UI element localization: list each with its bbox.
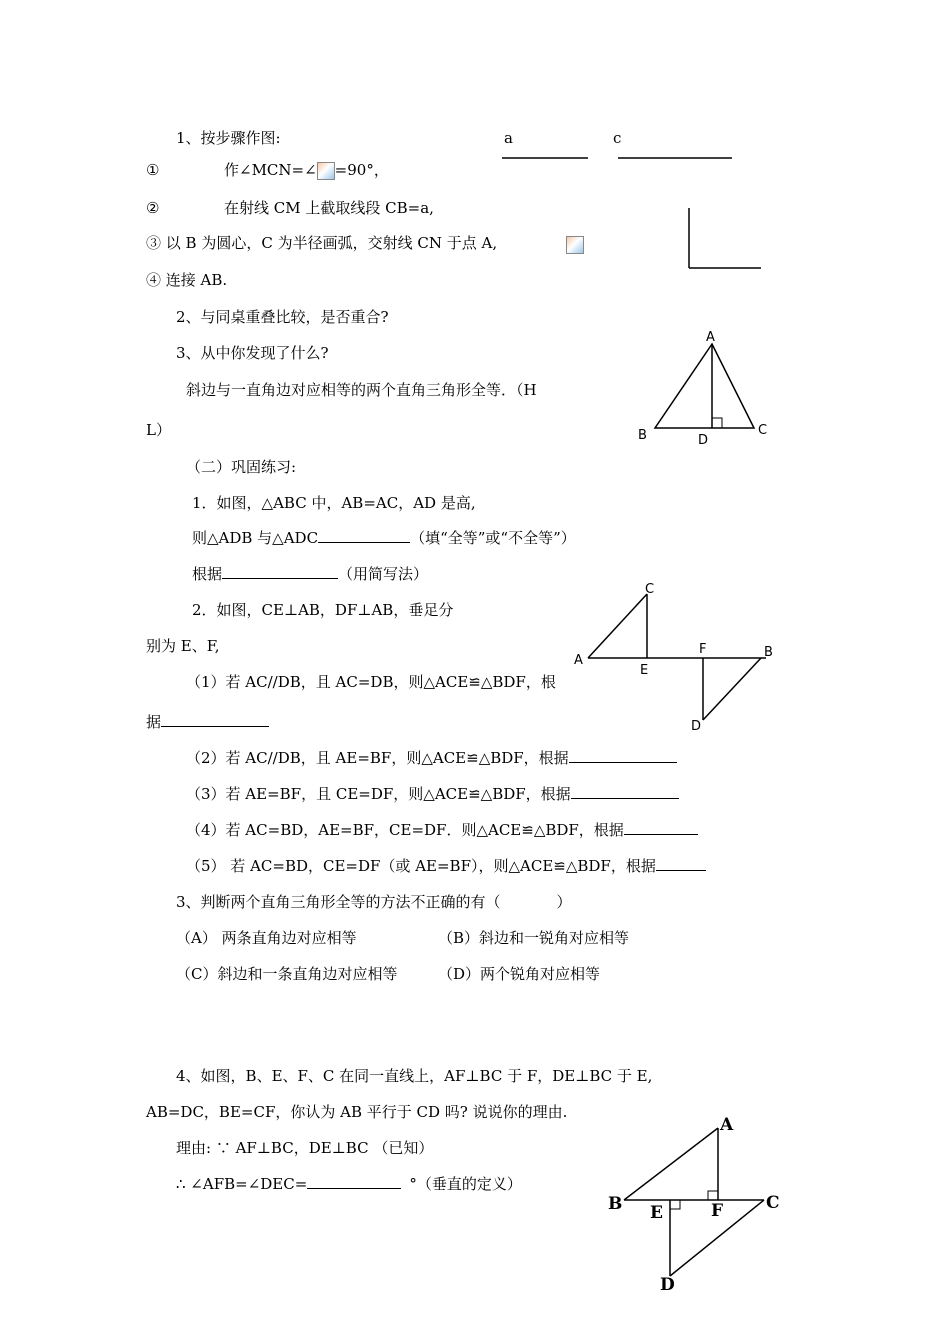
problem4-therefore-a: ∴ ∠AFB=∠DEC= xyxy=(176,1175,308,1193)
answer-blank[interactable] xyxy=(318,528,410,543)
practice2-case1: （1）若 AC//DB，且 AC=DB，则△ACE≌△BDF，根 xyxy=(186,673,556,691)
label-f: F xyxy=(711,1201,724,1221)
segment-c-label: c xyxy=(613,129,622,147)
segment-db xyxy=(703,658,761,720)
answer-blank[interactable] xyxy=(656,856,706,871)
label-d: D xyxy=(691,719,702,734)
step1-text-a: 作∠MCN=∠ xyxy=(224,161,317,179)
problem4-therefore xyxy=(176,1174,522,1194)
option-a: （A） 两条直角边对应相等 xyxy=(176,929,357,947)
segment-ac xyxy=(588,594,647,658)
figure-parallelogram-problem xyxy=(600,1108,790,1294)
triangle-abc xyxy=(655,344,754,428)
question-2: 2、与同桌重叠比较，是否重合? xyxy=(176,308,389,326)
practice2-case3-text: （3）若 AE=BF，且 CE=DF，则△ACE≌△BDF，根据 xyxy=(186,785,571,803)
practice2-case5-text: （5） 若 AC=BD，CE=DF（或 AE=BF），则△ACE≌△BDF，根据 xyxy=(186,857,656,875)
answer-blank[interactable] xyxy=(569,748,677,763)
problem4-reason: 理由: ∵ AF⊥BC，DE⊥BC （已知） xyxy=(176,1139,434,1157)
option-c: （C）斜边和一条直角边对应相等 xyxy=(176,965,398,983)
practice2-case1-b: 据 xyxy=(146,713,162,731)
label-a: A xyxy=(706,330,715,345)
practice2-line2: 别为 E、F, xyxy=(146,637,220,655)
label-e: E xyxy=(650,1203,663,1223)
given-segments xyxy=(500,150,740,164)
step1-text xyxy=(224,160,389,180)
label-b: B xyxy=(638,428,647,443)
option-d: （D）两个锐角对应相等 xyxy=(438,965,601,983)
option-b: （B）斜边和一锐角对应相等 xyxy=(438,929,630,947)
practice2-case3 xyxy=(186,784,679,804)
practice3-question xyxy=(176,892,572,912)
label-f: F xyxy=(699,642,707,657)
question-3: 3、从中你发现了什么? xyxy=(176,344,329,362)
practice3-question-end: ） xyxy=(556,893,572,911)
practice1-line2-b: （填“全等”或“不全等”） xyxy=(410,529,576,547)
practice2-case2-text: （2）若 AC//DB，且 AE=BF，则△ACE≌△BDF，根据 xyxy=(186,749,569,767)
segment-a-label: a xyxy=(504,129,513,147)
practice-heading: （二）巩固练习: xyxy=(186,458,297,476)
practice1-line3 xyxy=(192,564,428,584)
label-c: C xyxy=(758,423,768,438)
right-angle-mark-e xyxy=(670,1200,680,1209)
broken-image-icon xyxy=(566,236,584,254)
answer-blank[interactable] xyxy=(571,784,679,799)
label-d: D xyxy=(698,433,709,448)
practice2-case4-text: （4）若 AC=BD，AE=BF，CE=DF．则△ACE≌△BDF，根据 xyxy=(186,821,624,839)
label-d: D xyxy=(660,1275,675,1294)
step4-text: ④ 连接 AB. xyxy=(146,271,228,289)
hl-conclusion-end: L） xyxy=(146,421,171,439)
segment-ab xyxy=(624,1128,718,1200)
label-c: C xyxy=(766,1193,780,1213)
step2-text: 在射线 CM 上截取线段 CB=a, xyxy=(224,199,434,217)
label-b: B xyxy=(608,1194,623,1214)
practice2-case1-end xyxy=(146,712,269,732)
practice1-line1: 1．如图，△ABC 中，AB=AC，AD 是高, xyxy=(192,494,476,512)
answer-blank[interactable] xyxy=(307,1174,401,1189)
practice2-line1: 2．如图，CE⊥AB，DF⊥AB，垂足分 xyxy=(192,601,454,619)
label-a: A xyxy=(574,653,583,668)
practice1-line2 xyxy=(192,528,576,548)
practice1-line3-b: （用简写法） xyxy=(338,565,429,583)
practice1-line2-a: 则△ADB 与△ADC xyxy=(192,529,319,547)
practice1-line3-a: 根据 xyxy=(192,565,223,583)
label-c: C xyxy=(645,582,655,597)
right-angle-figure xyxy=(684,206,764,272)
step2-number: ② xyxy=(146,199,160,217)
label-b: B xyxy=(764,645,773,660)
practice2-case5 xyxy=(186,856,706,876)
answer-blank[interactable] xyxy=(624,820,698,835)
right-angle-mark-f xyxy=(708,1191,718,1200)
practice2-case4 xyxy=(186,820,698,840)
figure-two-triangles xyxy=(566,578,786,738)
step1-text-b: =90°， xyxy=(334,161,389,179)
answer-blank[interactable] xyxy=(222,564,338,579)
right-angle-mark xyxy=(712,418,722,428)
practice2-case2 xyxy=(186,748,677,768)
label-a: A xyxy=(720,1115,734,1135)
figure-isosceles-triangle xyxy=(628,326,778,450)
hl-conclusion: 斜边与一直角边对应相等的两个直角三角形全等．（H xyxy=(186,381,537,399)
practice3-question-text: 3、判断两个直角三角形全等的方法不正确的有（ xyxy=(176,893,501,911)
answer-blank[interactable] xyxy=(161,712,269,727)
broken-image-icon xyxy=(317,162,335,180)
step-title: 1、按步骤作图: xyxy=(176,129,281,147)
problem4-line2: AB=DC，BE=CF，你认为 AB 平行于 CD 吗? 说说你的理由. xyxy=(146,1103,568,1121)
problem4-therefore-b: °（垂直的定义） xyxy=(409,1175,522,1193)
problem4-line1: 4、如图，B、E、F、C 在同一直线上，AF⊥BC 于 F，DE⊥BC 于 E, xyxy=(176,1067,653,1085)
label-e: E xyxy=(640,663,649,678)
step1-number: ① xyxy=(146,161,160,179)
step3-text: ③ 以 B 为圆心，C 为半径画弧，交射线 CN 于点 A, xyxy=(146,234,498,252)
